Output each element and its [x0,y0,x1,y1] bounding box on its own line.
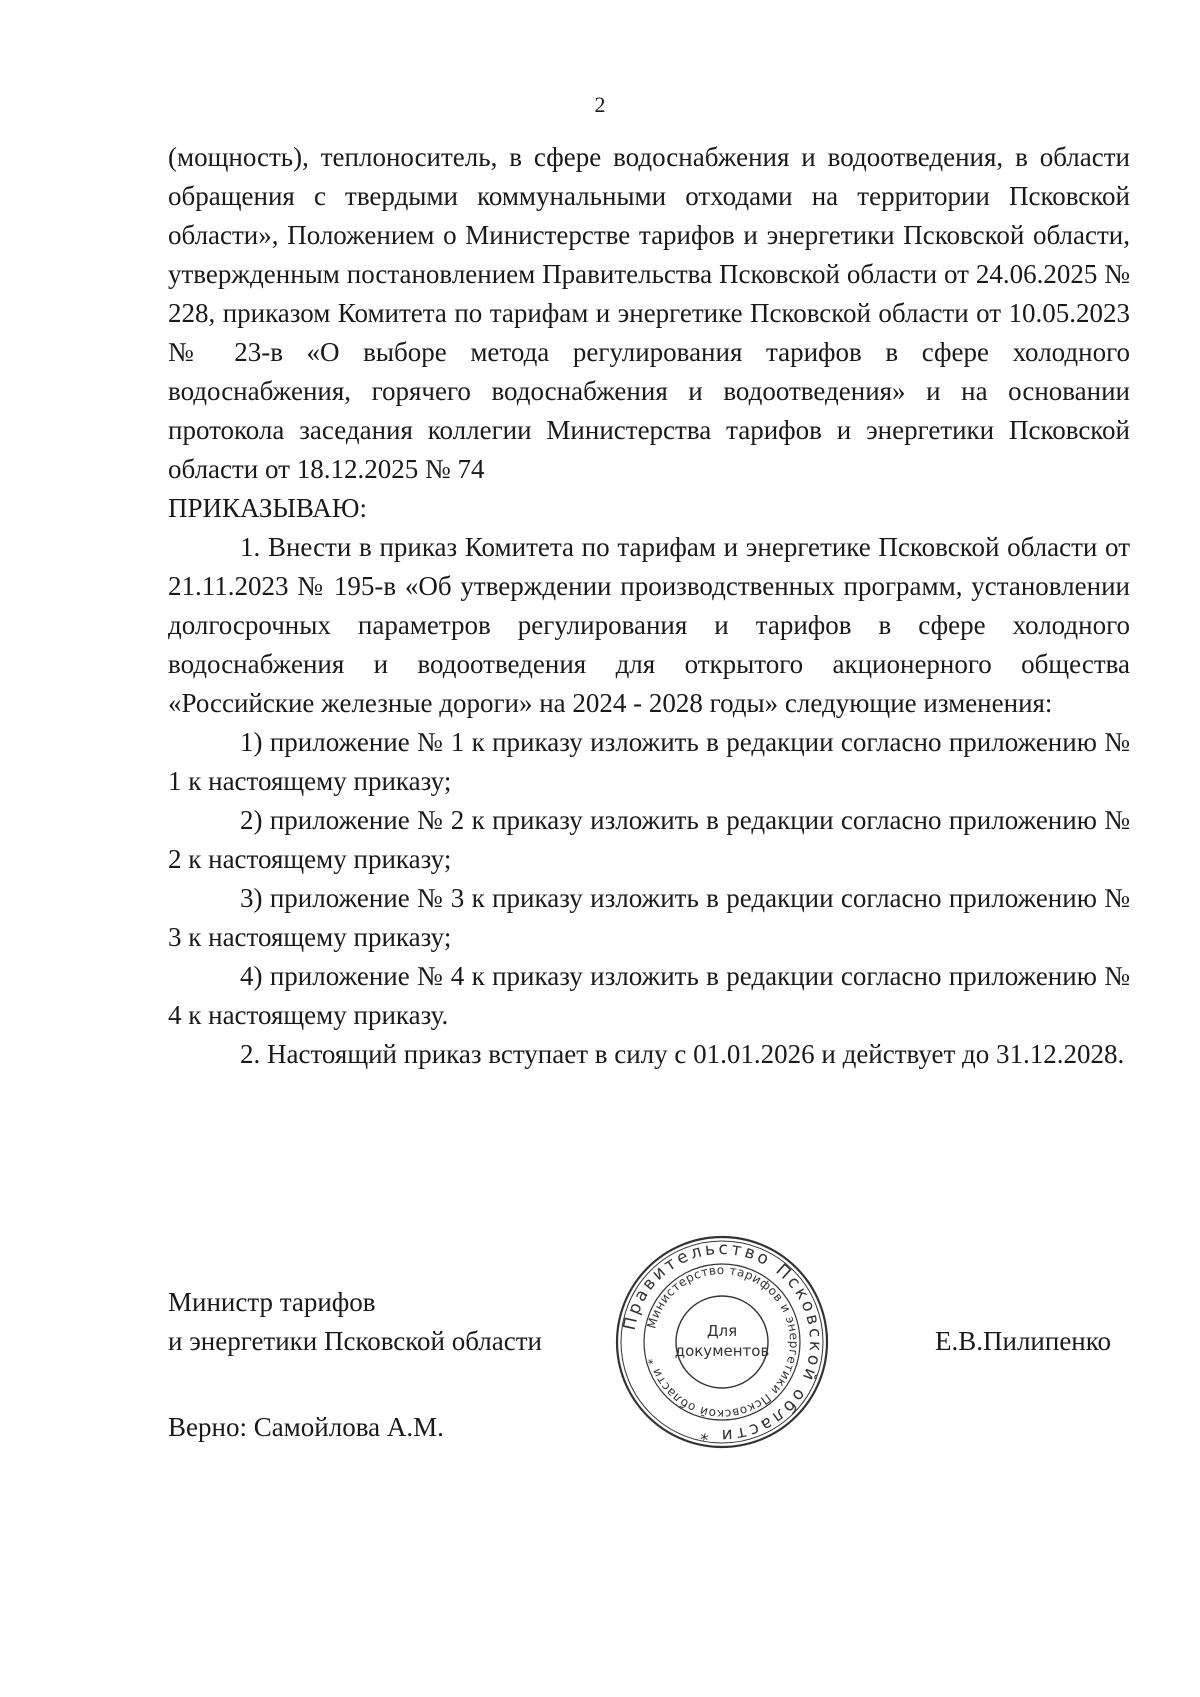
verified-by-line: Верно: Самойлова А.М. [168,1412,444,1442]
signatory-position-line-2: и энергетики Псковской области [168,1326,542,1356]
page-number: 2 [594,92,606,117]
order-heading: ПРИКАЗЫВАЮ: [168,493,367,523]
preamble-paragraph: (мощность), теплоноситель, в сфере водоснабжения и водоотведения, в области обращения с твердыми коммунальными отходами на территории Псковской области», Положением о Министерстве тарифов и энергетики Псковской области, утвержденным постановлением Правительства Псковской области от 24.06.2025 № 228, приказом Комитета по тарифам и энергетике Псковской области от 10.05.2023 № 23-в «О выборе метода регулирования тарифов в сфере холодного водоснабжения, горячего водоснабжения и водоотведения» и на основании протокола заседания коллегии Министерства тарифов и энергетики Псковской области от 18.12.2025 № 74 [168,142,1130,484]
seal-graphic [612,1232,832,1452]
seal-center-line-2: документов [674,1342,770,1360]
subitem-1-paragraph: 1) приложение № 1 к приказу изложить в редакции согласно приложению № 1 к настоящему приказу; [168,727,1130,796]
seal-inner-text: Министерство тарифов и энергетики Псковской области * [644,1262,802,1422]
signatory-position [168,1283,542,1361]
subitem-2-paragraph: 2) приложение № 2 к приказу изложить в редакции согласно приложению № 2 к настоящему приказу; [168,805,1130,874]
signatory-name: Е.В.Пилипенко [935,1326,1112,1356]
document-body [168,138,1130,1074]
subitem-3-paragraph: 3) приложение № 3 к приказу изложить в редакции согласно приложению № 3 к настоящему приказу; [168,883,1130,952]
subitem-4-paragraph: 4) приложение № 4 к приказу изложить в редакции согласно приложению № 4 к настоящему приказу. [168,961,1130,1030]
item-2-paragraph: 2. Настоящий приказ вступает в силу с 01.01.2026 и действует до 31.12.2028. [240,1039,1125,1069]
item-1-paragraph: 1. Внести в приказ Комитета по тарифам и энергетике Псковской области от 21.11.2023 № 195-в «Об утверждении производственных программ, установлении долгосрочных параметров регулирования и тарифов в сфере холодного водоснабжения и водоотведения для открытого акционерного общества «Российские железные дороги» на 2024 - 2028 годы» следующие изменения: [168,532,1130,718]
signatory-position-line-1: Министр тарифов [168,1287,376,1317]
seal-center-line-1: Для [706,1322,738,1340]
official-seal [612,1232,832,1452]
seal-outer-text: Правительство Псковской области * [619,1238,826,1446]
